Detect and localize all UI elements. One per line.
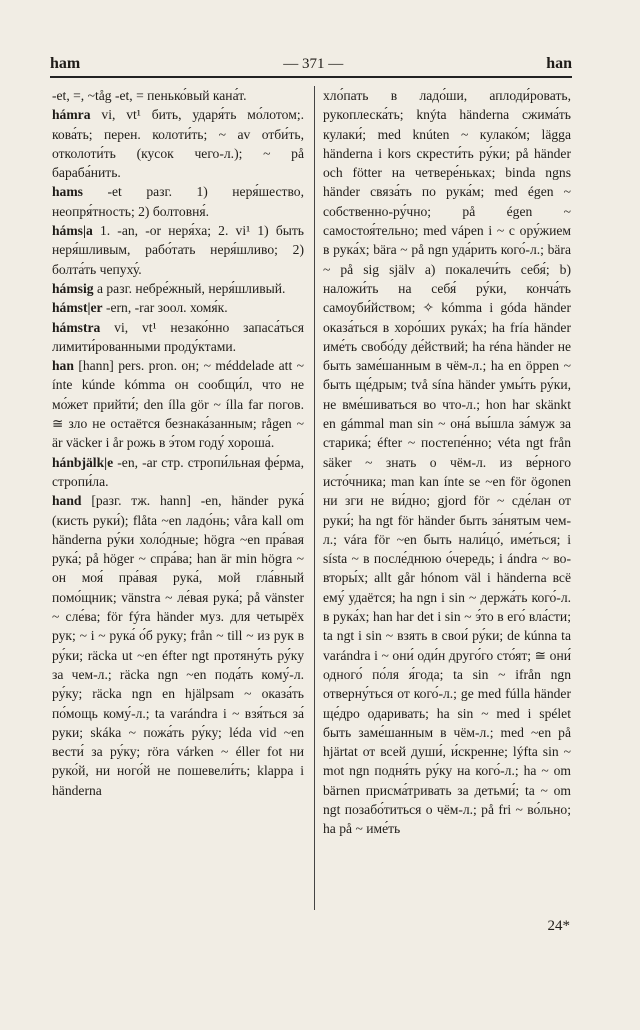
entry: hámst|er -ern, -rar зоол. хомя́к. [52,300,228,316]
left-column [52,86,304,966]
entry: hámra vi, vt¹ бить, ударя́ть мо́лотом;. кова́ть; перен. колоти́ть; ~ av отби́ть, отколоти́ть (кусок чего-л.); ~ på бараба́нить. [52,107,304,181]
column-divider [314,86,315,910]
signature-mark: 24* [547,918,570,934]
right-guide-word: han [546,55,572,72]
header-rule [50,76,572,78]
entry: han [hann] pers. pron. он; ~ méddelade att ~ ínte kúnde kómma он сообщи́л, что не мо́жет прийти́; den ílla gör ~ ílla far погов. ≅ зло не остаётся безнака́занным; rågen ~ är väcker i år рожь в э́том году́ хороша́. [52,358,304,451]
entry: hámstra vi, vt¹ незако́нно запаса́ться лимити́рованными проду́ктами. [52,319,304,354]
entry: -et, =, ~tåg -et, = пенько́вый кана́т. [52,88,247,103]
entry: hánbjälk|e -en, -ar стр. стропи́льная фе́рма, стропи́ла. [52,454,304,489]
left-guide-word: ham [50,55,81,72]
entry: hámsig a разг. небре́жный, неря́шливый. [52,280,286,296]
page-number: — 371 — [283,56,344,72]
entry: háms|a 1. -an, -or неря́ха; 2. vi¹ 1) быть неря́шливым, рабо́тать неря́шливо; 2) болта́ть чепуху́. [52,223,304,277]
entry-continuation: хло́пать в ладо́ши, аплоди́ровать, рукоплеска́ть; knýta händerna сжима́ть кулаки́; med knúten ~ кулако́м; lägga händerna i kors скрести́ть ру́ки; på händer och fötter на четвере́ньках; binda ngns händer связа́ть по рука́м; med égen ~ собственно-ру́чно; på égen ~ самостоя́тельно; med vápen i ~ с ору́жием в рука́х; bära ~ på ngn уда́рить кого́-л.; bära ~ på sig själv а) покалечи́ть себя́; b) наложи́ть на себя́ ру́ки, конча́ть самоуби́йством; ✧ kómma i góda händer оказа́ться в хоро́ших рука́х; ha fría händer име́ть свобо́ду де́йствий; ha réna händer не быть заме́шанным в чём-л.; ha en öppen ~ быть ще́дрым; två sína händer умы́ть ру́ки, не вме́шиваться во что-л.; hon har skänkt en gámmal man sin ~ она́ вы́шла за́муж за старика́; éfter ~ постепе́нно; véta ngt från säker ~ знать о чём-л. из ве́рного исто́чника; man kan ínte se ~en för ögonen ни зги не ви́дно; gjord för ~ сде́лан от руки́; ha ngt för händer быть за́нятым чем-л.; vára för ~en быть нали́цо́, име́ться; i sísta ~ в после́днюю о́чередь; i ándra ~ во-вторы́х; allt går hónom väl i händerna всё ему́ удаётся; ha ngn i sin ~ держа́ть кого́-л. в рука́х; han har det i sin ~ э́то в его́ вла́сти; ta ngt i sin ~ взять в свои́ ру́ки; de kúnna ta varándra i ~ они́ оди́н друго́го сто́ят; ≅ они́ одного́ по́ля я́года; ta sin ~ ifrån ngn отверну́ться от кого́-л.; ge med fúlla händer ще́дро одаривать; ha sin ~ med i spélet быть заме́шанным в чём-л.; med ~en på hjärtat от всей души́, и́скренне; lýfta sin ~ mot ngn подня́ть ру́ку на кого́-л.; ha ~ om bärnen присма́тривать за детьми́; ta ~ om ngt позабо́титься о чём-л.; på fri ~ во́льно; ha på ~ име́ть [323,88,571,837]
entry: hams -et разг. 1) неря́шество, неопря́тность; 2) болтовня́. [52,184,304,219]
right-column [323,86,571,966]
entry: hand [разг. тж. hann] -en, händer рука́ (кисть руки́); flåta ~en ладо́нь; våra kall om händerna ру́ки холо́дные; högra ~en пра́вая рука́; på höger ~ спра́ва; han är min högra ~ он моя́ пра́вая рука́, мой гла́вный помо́щник; vänstra ~ ле́вая рука́; på vänster ~ сле́ва; för fýra händer муз. для четырёх рук; ~ i ~ рука́ о́б руку; från ~ till ~ из рук в ру́ки; räcka ut ~en éfter ngt протяну́ть ру́ку за чем-л.; räcka ngn ~en пода́ть кому́-л. ру́ку; räcka ngn en hjälpsam ~ оказа́ть по́мощь кому́-л.; ta varándra i ~ взя́ться за́ руки; skáka ~ пожа́ть ру́ку; léda vid ~en вести́ за ру́ку; röra várken ~ éller fot ни руко́й, ни ного́й не пошевели́ть; klappa i händerna [52,493,304,798]
